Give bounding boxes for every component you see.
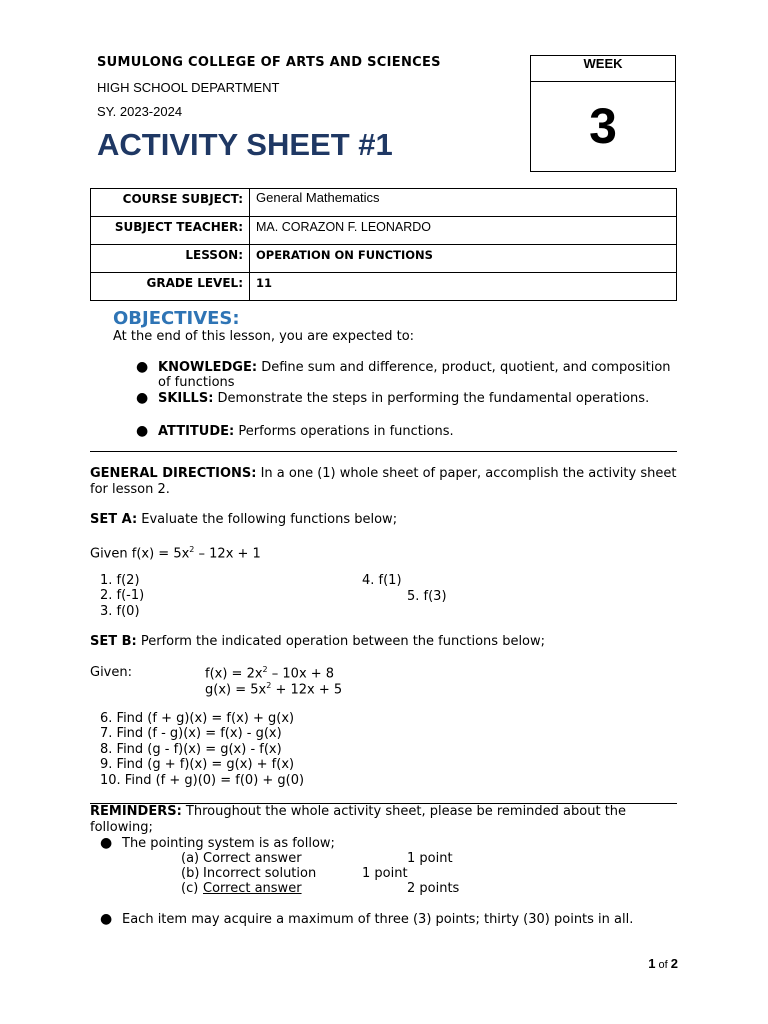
school-year: SY. 2023-2024 bbox=[97, 104, 183, 119]
grade-value: 11 bbox=[250, 273, 677, 301]
set-b-given-label: Given: bbox=[90, 665, 132, 680]
objective-label: ATTITUDE: bbox=[158, 424, 235, 439]
info-table bbox=[90, 188, 677, 301]
point-row-underlined bbox=[203, 881, 467, 896]
list-item: 6. Find (f + g)(x) = f(x) + g(x) bbox=[100, 711, 295, 726]
set-b-text: Perform the indicated operation between the functions below; bbox=[136, 634, 546, 649]
objectives-heading: OBJECTIVES: bbox=[113, 308, 240, 329]
list-item: 1. f(2) bbox=[100, 573, 140, 588]
point-desc: Correct answer bbox=[203, 881, 302, 896]
function-g bbox=[205, 681, 342, 697]
teacher-label: SUBJECT TEACHER: bbox=[91, 217, 250, 245]
set-b-heading bbox=[90, 634, 680, 650]
grade-label: GRADE LEVEL: bbox=[91, 273, 250, 301]
point-value: 1 point bbox=[362, 866, 408, 881]
course-label: COURSE SUBJECT: bbox=[91, 189, 250, 217]
lesson-label: LESSON: bbox=[91, 245, 250, 273]
reminders-label: REMINDERS: bbox=[90, 804, 182, 819]
objective-text: Define sum and difference, product, quotient, and composition of functions bbox=[158, 360, 671, 390]
teacher-value: MA. CORAZON F. LEONARDO bbox=[250, 217, 677, 245]
school-name: SUMULONG COLLEGE OF ARTS AND SCIENCES bbox=[97, 55, 441, 70]
reminder-bullet bbox=[100, 836, 645, 851]
bullet-icon: ● bbox=[100, 911, 113, 927]
g-prefix: g(x) = 5x bbox=[205, 682, 267, 698]
reminders-text: Throughout the whole activity sheet, please be reminded about the following; bbox=[90, 804, 627, 835]
f-suffix: – 10x + 8 bbox=[267, 666, 335, 682]
page-number bbox=[648, 956, 678, 971]
g-exponent: 2 bbox=[266, 681, 272, 690]
bullet-icon: ● bbox=[136, 390, 149, 406]
point-desc: Incorrect solution bbox=[203, 866, 317, 881]
given-suffix: – 12x + 1 bbox=[194, 546, 261, 562]
g-suffix: + 12x + 5 bbox=[271, 682, 343, 698]
directions-label: GENERAL DIRECTIONS: bbox=[90, 466, 257, 481]
list-item: 7. Find (f - g)(x) = f(x) - g(x) bbox=[100, 726, 282, 741]
objective-skills bbox=[136, 391, 681, 406]
f-exponent: 2 bbox=[262, 665, 268, 674]
divider bbox=[90, 451, 677, 452]
point-letter: (c) bbox=[181, 881, 199, 896]
objective-label: SKILLS: bbox=[158, 391, 214, 406]
given-prefix: Given f(x) = 5x bbox=[90, 546, 190, 562]
objectives-intro: At the end of this lesson, you are expected to: bbox=[113, 329, 415, 344]
set-a-given bbox=[90, 542, 680, 562]
week-label: WEEK bbox=[531, 56, 675, 82]
point-value: 1 point bbox=[407, 851, 453, 866]
page-current: 1 bbox=[648, 956, 656, 971]
bullet-icon: ● bbox=[136, 359, 149, 375]
general-directions bbox=[90, 466, 680, 498]
set-b-label: SET B: bbox=[90, 634, 137, 649]
f-prefix: f(x) = 2x bbox=[205, 666, 263, 682]
objective-knowledge bbox=[136, 360, 681, 390]
lesson-value: OPERATION ON FUNCTIONS bbox=[250, 245, 677, 273]
objective-label: KNOWLEDGE: bbox=[158, 360, 258, 375]
reminder-bullet bbox=[100, 912, 680, 927]
week-number: 3 bbox=[589, 98, 617, 154]
list-item: 4. f(1) bbox=[362, 573, 402, 588]
table-row bbox=[91, 217, 677, 245]
list-item: 10. Find (f + g)(0) = f(0) + g(0) bbox=[100, 773, 305, 788]
list-item: 3. f(0) bbox=[100, 604, 140, 619]
page-of: of bbox=[655, 959, 671, 971]
objective-text: Performs operations in functions. bbox=[234, 424, 454, 439]
bullet-icon: ● bbox=[136, 423, 149, 439]
point-desc: Correct answer bbox=[203, 851, 302, 866]
list-item: 5. f(3) bbox=[407, 589, 447, 604]
point-letter: (b) bbox=[181, 866, 200, 881]
reminder-text: Each item may acquire a maximum of three (3) points; thirty (30) points in all. bbox=[122, 912, 634, 927]
table-row bbox=[91, 245, 677, 273]
point-value: 2 points bbox=[407, 881, 460, 896]
list-item: 9. Find (g + f)(x) = g(x) + f(x) bbox=[100, 757, 295, 772]
reminder-text: The pointing system is as follow; bbox=[122, 836, 335, 851]
week-box bbox=[530, 55, 676, 172]
table-row bbox=[91, 273, 677, 301]
list-item: 8. Find (g - f)(x) = g(x) - f(x) bbox=[100, 742, 282, 757]
page-title: ACTIVITY SHEET #1 bbox=[97, 127, 393, 162]
directions-text: In a one (1) whole sheet of paper, accomplish the activity sheet for lesson 2. bbox=[90, 466, 677, 497]
set-a-heading bbox=[90, 512, 680, 528]
course-value: General Mathematics bbox=[250, 189, 677, 217]
reminders bbox=[90, 804, 680, 836]
set-a-text: Evaluate the following functions below; bbox=[137, 512, 398, 527]
bullet-icon: ● bbox=[100, 835, 113, 851]
page-total: 2 bbox=[670, 956, 678, 971]
list-item: 2. f(-1) bbox=[100, 588, 145, 603]
function-f bbox=[205, 665, 334, 681]
table-row bbox=[91, 189, 677, 217]
objective-text: Demonstrate the steps in performing the fundamental operations. bbox=[213, 391, 650, 406]
given-exponent: 2 bbox=[189, 545, 195, 554]
objective-attitude bbox=[136, 424, 681, 439]
point-letter: (a) bbox=[181, 851, 200, 866]
department: HIGH SCHOOL DEPARTMENT bbox=[97, 80, 280, 95]
set-a-label: SET A: bbox=[90, 512, 138, 527]
